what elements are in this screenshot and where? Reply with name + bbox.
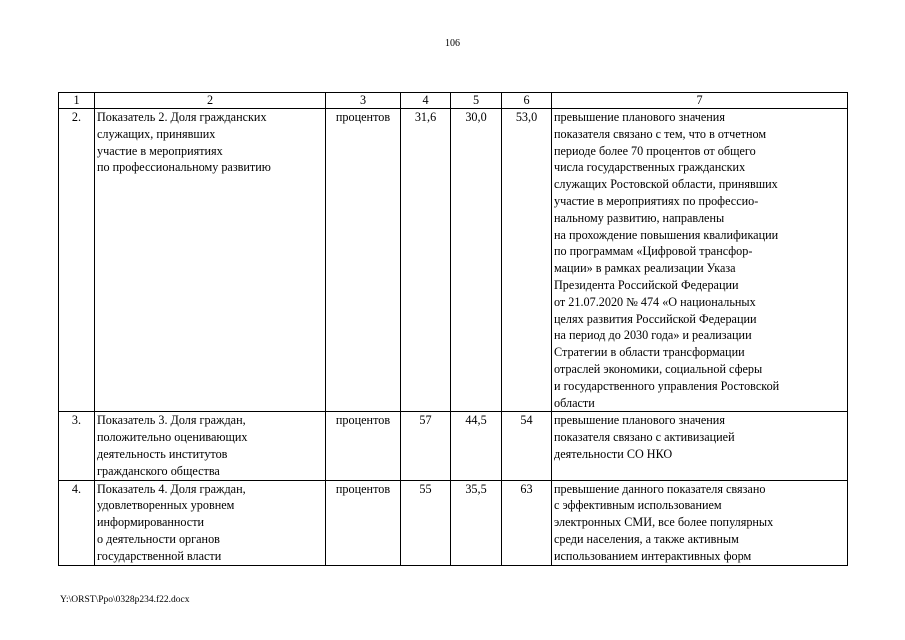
column-header-6: 6 — [502, 93, 552, 109]
explanation-line: и государственного управления Ростовской — [554, 378, 780, 393]
explanation-line: превышение планового значения — [554, 110, 725, 124]
explanation-line: по программам «Цифровой трансфор- — [554, 244, 753, 259]
table-row — [59, 109, 848, 412]
column-header-4: 4 — [401, 93, 451, 109]
indicator-name-line: Показатель 2. Доля гражданских — [97, 110, 267, 124]
indicator-name-line: положительно оценивающих — [97, 430, 248, 445]
explanation-line: области — [554, 395, 595, 410]
value-col4: 57 — [401, 412, 451, 480]
explanation-line: на период до 2030 года» и реализации — [554, 328, 752, 343]
explanation-line: среди населения, а также активным — [554, 531, 739, 546]
value-col5: 44,5 — [451, 412, 502, 480]
column-header-2: 2 — [95, 93, 326, 109]
column-header-5: 5 — [451, 93, 502, 109]
value-col6: 53,0 — [502, 109, 552, 412]
indicator-name-line: служащих, принявших — [97, 126, 216, 141]
indicator-name-line: участие в мероприятиях — [97, 143, 223, 158]
indicator-name-line: деятельность институтов — [97, 446, 228, 461]
value-col5: 30,0 — [451, 109, 502, 412]
table-row — [59, 412, 848, 480]
explanation-cell — [552, 412, 848, 480]
value-col4: 55 — [401, 480, 451, 565]
explanation-line: показателя связано с тем, что в отчетном — [554, 126, 767, 141]
value-col4: 31,6 — [401, 109, 451, 412]
unit-cell: процентов — [326, 109, 401, 412]
explanation-line: на прохождение повышения квалификации — [554, 227, 779, 242]
unit-cell: процентов — [326, 480, 401, 565]
indicator-name-line: Показатель 4. Доля граждан, — [97, 481, 246, 496]
indicator-name-line: удовлетворенных уровнем — [97, 498, 235, 513]
row-number: 2. — [59, 109, 95, 412]
indicator-name — [95, 480, 326, 565]
indicator-name-line: информированности — [97, 515, 205, 530]
column-header-1: 1 — [59, 93, 95, 109]
explanation-line: от 21.07.2020 № 474 «О национальных — [554, 294, 756, 309]
explanation-line: числа государственных гражданских — [554, 160, 746, 175]
value-col5: 35,5 — [451, 480, 502, 565]
explanation-cell — [552, 109, 848, 412]
explanation-line: нальному развитию, направлены — [554, 210, 725, 225]
explanation-line: служащих Ростовской области, принявших — [554, 177, 778, 192]
value-col6: 63 — [502, 480, 552, 565]
explanation-line: Стратегии в области трансформации — [554, 345, 745, 360]
indicator-name-line: государственной власти — [97, 548, 222, 563]
unit-cell: процентов — [326, 412, 401, 480]
table-row — [59, 480, 848, 565]
indicator-name — [95, 109, 326, 412]
explanation-cell — [552, 480, 848, 565]
row-number: 4. — [59, 480, 95, 565]
explanation-line: отраслей экономики, социальной сферы — [554, 361, 763, 376]
indicator-name-line: гражданского общества — [97, 463, 220, 478]
explanation-line: электронных СМИ, все более популярных — [554, 515, 774, 530]
explanation-line: целях развития Российской Федерации — [554, 311, 757, 326]
indicator-name — [95, 412, 326, 480]
column-header-7: 7 — [552, 93, 848, 109]
explanation-line: с эффективным использованием — [554, 498, 722, 513]
explanation-line: превышение данного показателя связано — [554, 481, 766, 496]
explanation-line: деятельности СО НКО — [554, 446, 673, 461]
indicator-name-line: по профессиональному развитию — [97, 160, 271, 175]
value-col6: 54 — [502, 412, 552, 480]
explanation-line: превышение планового значения — [554, 413, 725, 428]
column-header-3: 3 — [326, 93, 401, 109]
indicator-name-line: Показатель 3. Доля граждан, — [97, 413, 246, 428]
explanation-line: показателя связано с активизацией — [554, 430, 735, 445]
page-number: 106 — [445, 38, 460, 49]
column-number-row — [59, 93, 848, 109]
row-number: 3. — [59, 412, 95, 480]
explanation-line: участие в мероприятиях по профессио- — [554, 193, 759, 208]
indicator-name-line: о деятельности органов — [97, 531, 220, 546]
file-path-footer: Y:\ORST\Ppo\0328p234.f22.docx — [60, 595, 190, 605]
explanation-line: Президента Российской Федерации — [554, 277, 739, 292]
explanation-line: мации» в рамках реализации Указа — [554, 261, 736, 276]
explanation-line: использованием интерактивных форм — [554, 548, 752, 563]
indicator-table — [58, 92, 848, 566]
explanation-line: периоде более 70 процентов от общего — [554, 143, 756, 158]
